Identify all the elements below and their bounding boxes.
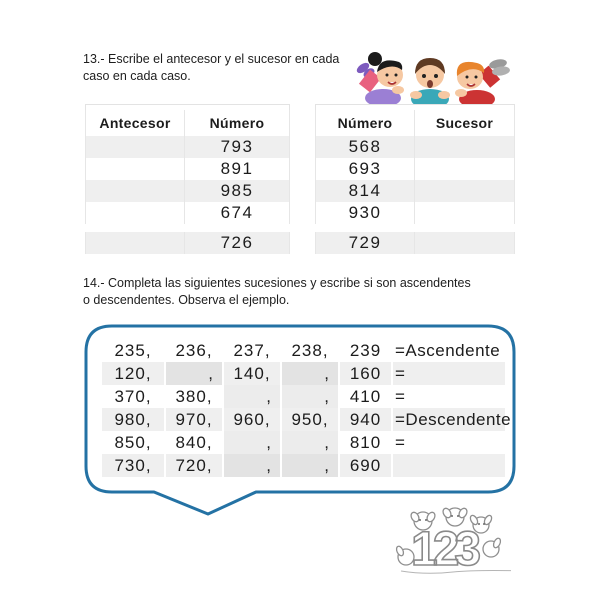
sequence-number: 730,: [100, 454, 164, 477]
sequence-number: 238,: [280, 339, 338, 362]
table-row: [85, 158, 290, 180]
exercise-13-title-line1: 13.- Escribe el antecesor y el sucesor en cada: [83, 52, 340, 66]
table-row: [85, 180, 290, 202]
sequence-label-answer[interactable]: [391, 454, 505, 477]
numero-cell: 729: [315, 232, 415, 254]
sequence-number: 410: [338, 385, 391, 408]
sequence-number: 160: [338, 362, 391, 385]
sucesor-answer-cell[interactable]: [415, 232, 515, 254]
sequence-answer-cell[interactable]: ,: [280, 385, 338, 408]
sequence-row: [100, 431, 505, 454]
numero-cell: 814: [315, 180, 415, 202]
numero-header: Número: [185, 110, 290, 136]
sequences-table: [100, 339, 512, 477]
table-row: [85, 202, 290, 224]
sequence-number: 239: [338, 339, 391, 362]
sequence-number: 370,: [100, 385, 164, 408]
sequence-row: [100, 385, 505, 408]
sequence-number: 940: [338, 408, 391, 431]
sequence-number: 970,: [164, 408, 222, 431]
numero-header: Número: [315, 110, 415, 136]
sequence-number: 140,: [222, 362, 280, 385]
table-gap: [85, 224, 290, 232]
sequence-answer-cell[interactable]: ,: [280, 431, 338, 454]
numero-cell: 674: [185, 202, 290, 224]
table-row: [85, 232, 290, 254]
sequence-number: 120,: [100, 362, 164, 385]
sequence-row: [100, 362, 505, 385]
exercise-14-title: [83, 275, 523, 308]
numero-cell: 985: [185, 180, 290, 202]
sequence-number: 950,: [280, 408, 338, 431]
numbers-123-clipart: [393, 505, 511, 577]
sequence-answer-cell[interactable]: ,: [222, 431, 280, 454]
sequence-number: 810: [338, 431, 391, 454]
table-row: [315, 180, 515, 202]
girl-right: [455, 58, 511, 108]
sequence-answer-cell[interactable]: ,: [280, 362, 338, 385]
boy-middle: [410, 58, 450, 109]
sequence-number: 236,: [164, 339, 222, 362]
sequence-answer-cell[interactable]: ,: [280, 454, 338, 477]
sequence-label-answer[interactable]: =: [391, 431, 505, 454]
sequence-row: [100, 454, 505, 477]
antecesor-answer-cell[interactable]: [85, 136, 185, 158]
sucesor-answer-cell[interactable]: [415, 158, 515, 180]
sequence-number: 690: [338, 454, 391, 477]
sucesor-table-header: [315, 110, 515, 136]
antecesor-answer-cell[interactable]: [85, 158, 185, 180]
table-row: [315, 202, 515, 224]
girl-left: [355, 52, 404, 107]
sequence-row: [100, 408, 512, 431]
sucesor-table: [315, 104, 515, 254]
sucesor-answer-cell[interactable]: [415, 136, 515, 158]
exercise-13-title-line2: caso en cada caso.: [83, 68, 191, 83]
sequence-label: =Descendente: [391, 408, 505, 431]
sequence-number: 235,: [100, 339, 164, 362]
sequence-row: [100, 339, 505, 362]
exercise-14-title-line1: 14.- Completa las siguientes sucesiones y escribe si son ascendentes: [83, 276, 471, 290]
numero-cell: 568: [315, 136, 415, 158]
numero-cell: 726: [185, 232, 290, 254]
table-row: [315, 158, 515, 180]
exercise-14-title-line2: o descendentes. Observa el ejemplo.: [83, 292, 290, 307]
numero-cell: 693: [315, 158, 415, 180]
sequence-answer-cell[interactable]: ,: [222, 454, 280, 477]
sucesor-answer-cell[interactable]: [415, 202, 515, 224]
sequence-label-answer[interactable]: =: [391, 362, 505, 385]
sequence-number: 850,: [100, 431, 164, 454]
sequence-number: 720,: [164, 454, 222, 477]
antecesor-table: [85, 104, 290, 254]
sequence-number: 840,: [164, 431, 222, 454]
numero-cell: 891: [185, 158, 290, 180]
numero-cell: 930: [315, 202, 415, 224]
sequence-number: 237,: [222, 339, 280, 362]
sucesor-answer-cell[interactable]: [415, 180, 515, 202]
table-row: [315, 232, 515, 254]
table-row: [315, 136, 515, 158]
sequence-label: =Ascendente: [391, 339, 505, 362]
sequence-number: 960,: [222, 408, 280, 431]
sequence-answer-cell[interactable]: ,: [164, 362, 222, 385]
antecesor-answer-cell[interactable]: [85, 202, 185, 224]
numbers-123-text: 123: [411, 523, 477, 576]
sucesor-header: Sucesor: [415, 110, 515, 136]
antecesor-answer-cell[interactable]: [85, 232, 185, 254]
numero-cell: 793: [185, 136, 290, 158]
sequence-number: 380,: [164, 385, 222, 408]
antecesor-answer-cell[interactable]: [85, 180, 185, 202]
sequence-label-answer[interactable]: =: [391, 385, 505, 408]
table-gap: [315, 224, 515, 232]
exercise-13-title: [83, 51, 373, 84]
sequence-answer-cell[interactable]: ,: [222, 385, 280, 408]
table-row: [85, 136, 290, 158]
sequence-number: 980,: [100, 408, 164, 431]
kids-clipart: [349, 46, 512, 110]
antecesor-table-header: [85, 110, 290, 136]
antecesor-header: Antecesor: [85, 110, 185, 136]
